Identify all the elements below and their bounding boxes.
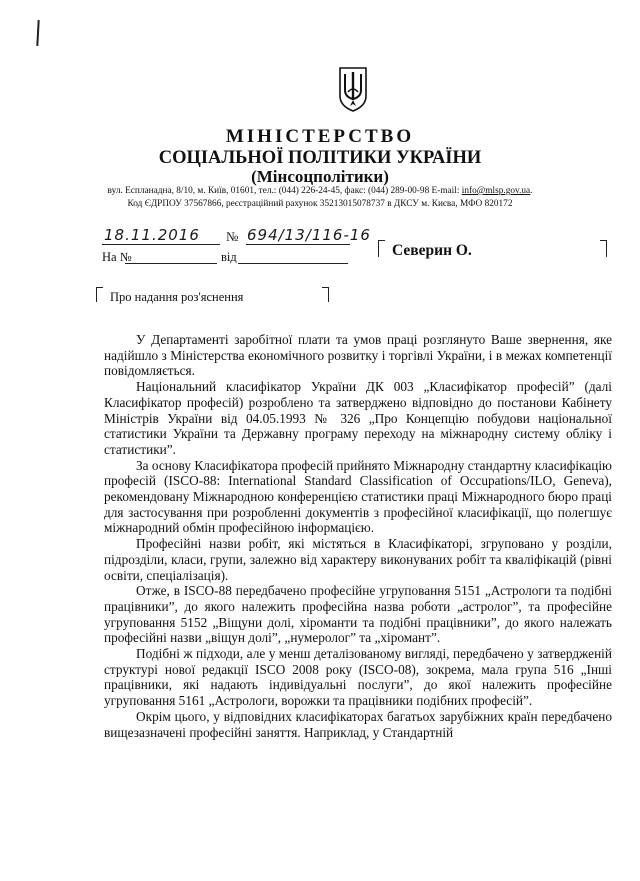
reference-number-label: На №: [102, 250, 132, 264]
ministry-codes: Код ЄДРПОУ 37567866, реєстраційний рахунок 35213015078737 в ДКСУ м. Києва, МФО 820172: [127, 199, 513, 209]
body-paragraph: Окрім цього, у відповідних класифікаторах багатьох зарубіжних країн передбачено вищезазначені професійні заняття. Наприклад, у Стандартній: [104, 708, 612, 740]
body-paragraph: За основу Класифікатора професій прийнято Міжнародну стандартну класифікацію професій (ISCO-88: International Standard Classification of Occupations/ILO, Geneva), рекомендовану Міжнародною конференцією статистики праці Міжнародного бюро праці для застосування при розробленні документів з професійної класифікації, що полегшує міжнародний обмін професійною інформацією.: [104, 457, 612, 536]
letter-body: [104, 332, 612, 740]
reference-number-line: [125, 263, 217, 264]
margin-pen-mark: [36, 20, 39, 46]
body-paragraph: У Департаменті заробітної плати та умов праці розглянуто Ваше звернення, яке надійшло з Міністерства економічного розвитку і торгівлі України, і в межах компетенції повідомляється.: [104, 332, 612, 379]
ministry-title: МІНІСТЕРСТВО: [225, 126, 415, 147]
email-link[interactable]: info@mlsp.gov.ua: [461, 186, 531, 196]
letter-subject: Про надання роз'яснення: [110, 290, 244, 304]
reference-date-label: від: [221, 250, 237, 264]
ministry-address: [0, 186, 640, 196]
handwritten-date: 18.11.2016: [104, 226, 200, 244]
number-underline: [246, 244, 350, 245]
ministry-subtitle: СОЦІАЛЬНОЇ ПОЛІТИКИ УКРАЇНИ: [158, 148, 482, 168]
number-sign: №: [226, 229, 239, 244]
reference-date-line: [238, 263, 348, 264]
body-paragraph: Отже, в ISCO-88 передбачено професійне угруповання 5151 „Астрологи та подібні працівники”, до якого належить професійна назва роботи „астролог”, та професійне угруповання 5152 „Віщуни долі, хіроманти та подібні працівники”, до якого належать професійні назви „віщун долі”, „нумеролог” та „хіромант”.: [104, 583, 612, 646]
ministry-short-name: (Мінсоцполітики): [251, 167, 389, 186]
address-text: вул. Еспланадна, 8/10, м. Київ, 01601, тел.: (044) 226-24-45, факс: (044) 289-00-98 E-mail:: [107, 186, 462, 196]
recipient-bracket-right: [600, 240, 607, 257]
recipient-name: Северин О.: [392, 242, 472, 259]
subject-bracket-right: [322, 287, 329, 302]
body-paragraph: Подібні ж підходи, але у менш деталізованому вигляді, передбачено у затвердженій структурі нової редакції ISCO 2008 року (ISCO-08), зокрема, мала група 516 „Інші працівники, які надають індивідуальні послуги”, до якої належить професійне угруповання 5161 „Астрологи, ворожки та працівники подібних професій”.: [104, 646, 612, 709]
date-underline: [102, 244, 220, 245]
subject-bracket-left: [96, 287, 103, 302]
handwritten-number: 694/13/116-16: [247, 226, 371, 244]
trident-emblem-icon: [338, 66, 368, 112]
body-paragraph: Професійні назви робіт, які містяться в Класифікаторі, згруповано у розділи, підрозділи, класи, групи, залежно від характеру виконуваних робіт та кваліфікацій (рівні освіти, спеціалізація).: [104, 536, 612, 583]
recipient-bracket-left: [378, 240, 385, 257]
address-end: .: [530, 186, 533, 196]
body-paragraph: Національний класифікатор України ДК 003 „Класифікатор професій” (далі Класифікатор професій) розроблено та затверджено відповідно до постанови Кабінету Міністрів України від 04.05.1993 № 326 „Про Концепцію побудови національної статистики України та Державну програму переходу на міжнародну систему обліку і статистики”.: [104, 379, 612, 457]
